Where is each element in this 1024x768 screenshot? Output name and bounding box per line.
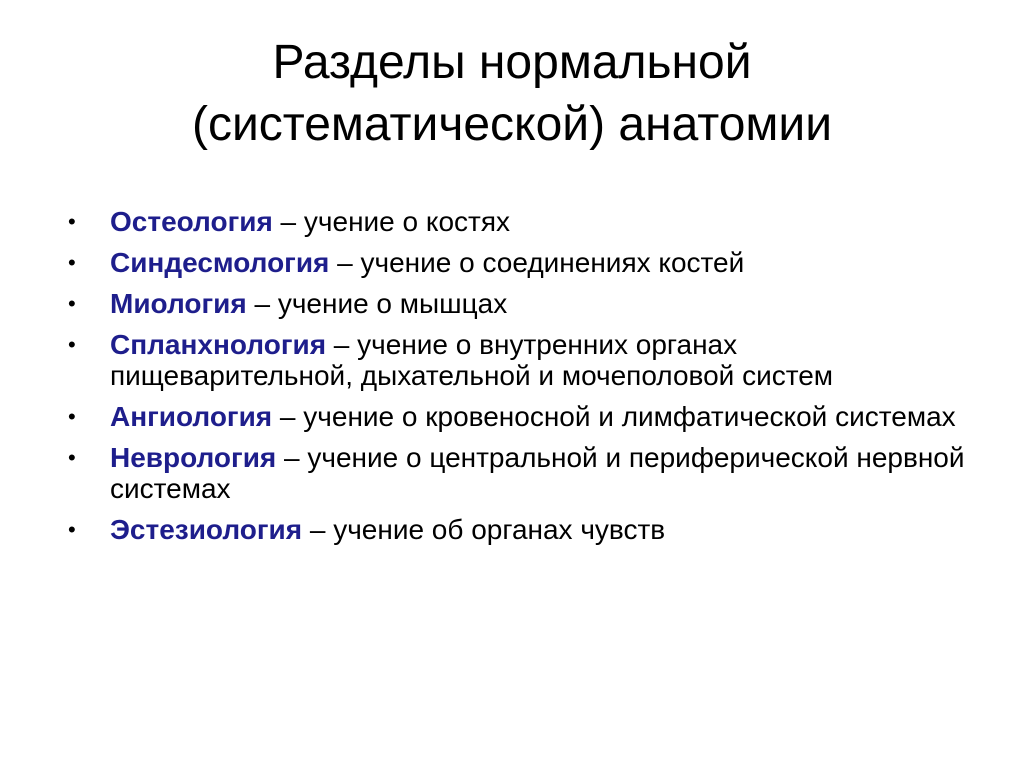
term-syndesmology: Синдесмология: [110, 247, 330, 278]
term-splanchnology: Спланхнология: [110, 329, 327, 360]
term-neurology: Неврология: [110, 442, 277, 473]
list-item-neurology: [68, 442, 968, 504]
bullet-icon: •: [68, 250, 76, 275]
bullet-icon: •: [68, 209, 76, 234]
list-item-osteology: [68, 206, 968, 237]
definition-neurology: – учение о центральной и периферической нервной системах: [110, 442, 965, 504]
list-item-syndesmology: [68, 247, 968, 278]
term-angiology: Ангиология: [110, 401, 273, 432]
list-item-esthesiology: [68, 514, 968, 545]
definition-esthesiology: – учение об органах чувств: [302, 514, 666, 545]
term-osteology: Остеология: [110, 206, 273, 237]
title-line-1: Разделы нормальной: [272, 36, 752, 89]
bullet-list: [68, 206, 968, 555]
term-esthesiology: Эстезиология: [110, 514, 303, 545]
bullet-icon: •: [68, 404, 76, 429]
definition-splanchnology: – учение о внутренних органах пищеварительной, дыхательной и мочеполовой систем: [110, 329, 834, 391]
term-myology: Миология: [110, 288, 247, 319]
title-line-2: (систематической) анатомии: [191, 98, 833, 151]
bullet-icon: •: [68, 445, 76, 470]
definition-osteology: – учение о костях: [272, 206, 511, 237]
slide-title: [40, 32, 984, 156]
bullet-icon: •: [68, 291, 76, 316]
bullet-icon: •: [68, 517, 76, 542]
bullet-icon: •: [68, 332, 76, 357]
list-item-splanchnology: [68, 329, 968, 391]
list-item-myology: [68, 288, 968, 319]
list-item-angiology: [68, 401, 968, 432]
definition-myology: – учение о мышцах: [246, 288, 508, 319]
definition-angiology: – учение о кровеносной и лимфатической системах: [272, 401, 956, 432]
definition-syndesmology: – учение о соединениях костей: [329, 247, 745, 278]
